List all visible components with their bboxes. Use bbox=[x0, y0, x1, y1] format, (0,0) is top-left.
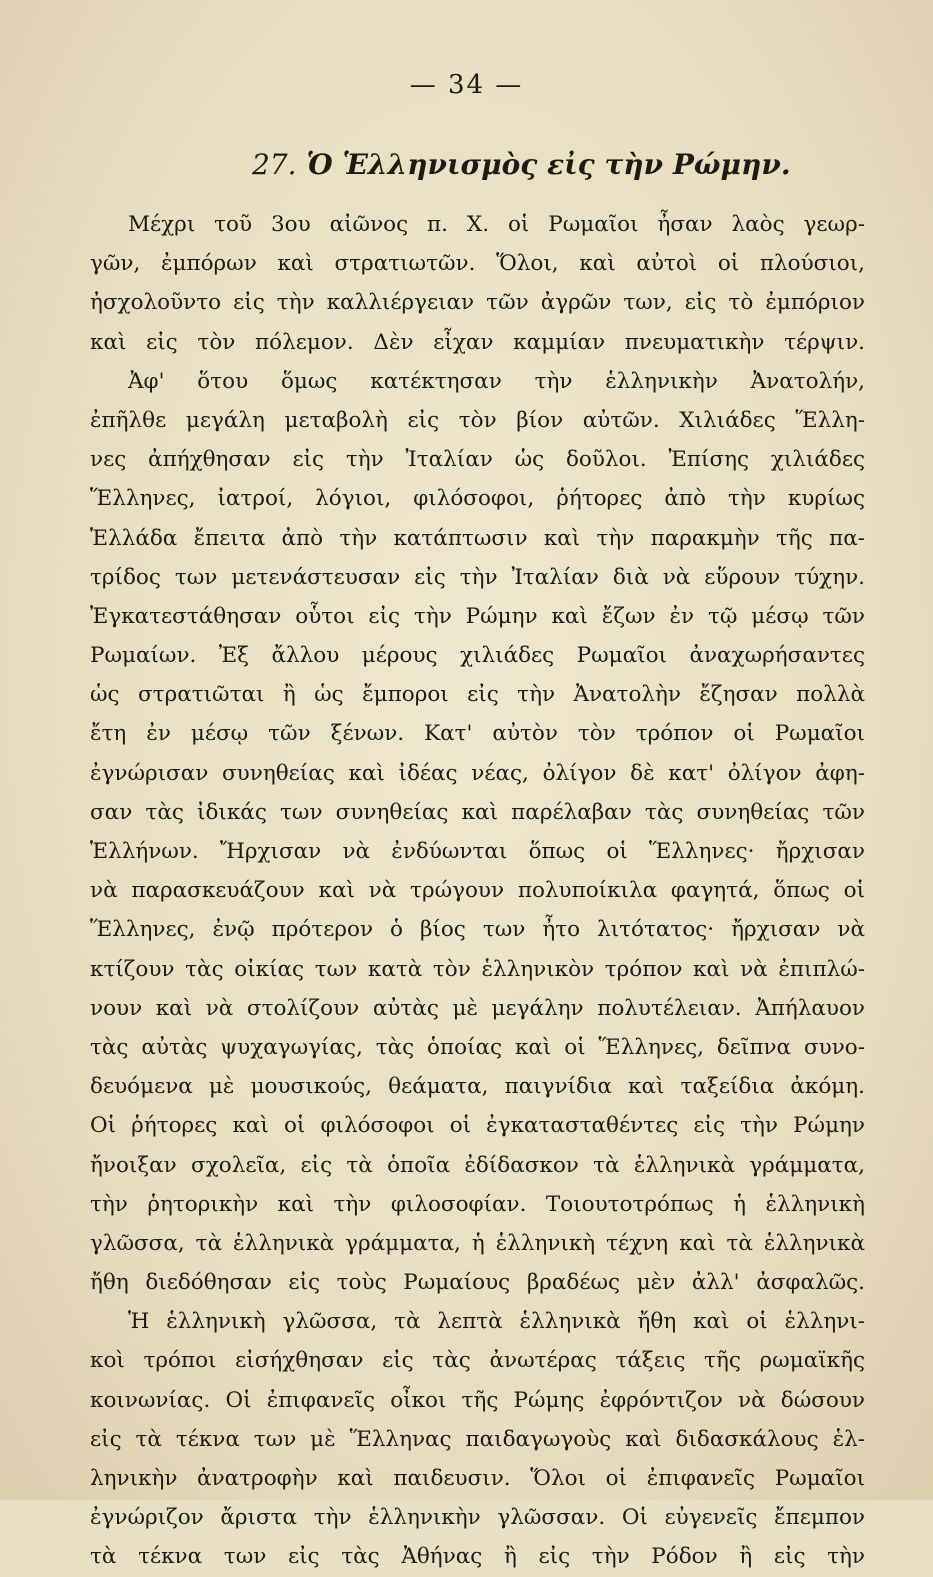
text-line: Ἑλλήνων. Ἤρχισαν νὰ ἐνδύωνται ὅπως οἱ Ἕλληνες· ἤρχισαν bbox=[90, 839, 865, 864]
body-text bbox=[90, 205, 865, 1570]
text-line: ὡς στρατιῶται ἢ ὡς ἔμποροι εἰς τὴν Ἀνατολὴν ἔζησαν πολλὰ bbox=[90, 682, 865, 708]
text-line: ἔτη ἐν μέσῳ τῶν ξένων. Κατ' αὐτὸν τὸν τρόπον οἱ Ρωμαῖοι bbox=[90, 721, 865, 747]
text-line: σαν τὰς ἰδικάς των συνηθείας καὶ παρέλαβαν τὰς συνηθείας τῶν bbox=[90, 799, 865, 825]
text-line: καὶ εἰς τὸν πόλεμον. Δὲν εἶχαν καμμίαν πνευματικὴν τέρψιν. bbox=[90, 329, 865, 355]
text-line: ἐπῆλθε μεγάλη μεταβολὴ εἰς τὸν βίον αὐτῶν. Χιλιάδες Ἕλλη- bbox=[90, 407, 865, 433]
text-line: ἐγνώριζον ἄριστα τὴν ἑλληνικὴν γλῶσσαν. Οἱ εὐγενεῖς ἔπεμπον bbox=[90, 1505, 865, 1531]
text-line: κοινωνίας. Οἱ ἐπιφανεῖς οἶκοι τῆς Ρώμης ἐφρόντιζον νὰ δώσουν bbox=[90, 1387, 865, 1413]
text-line: Ἕλληνες, ἰατροί, λόγιοι, φιλόσοφοι, ῥήτορες ἀπὸ τὴν κυρίως bbox=[90, 486, 865, 512]
text-line: εἰς τὰ τέκνα των μὲ Ἕλληνας παιδαγωγοὺς καὶ διδασκάλους ἑλ- bbox=[90, 1426, 865, 1452]
text-line: νες ἀπήχθησαν εἰς τὴν Ἰταλίαν ὡς δοῦλοι. Ἐπίσης χιλιάδες bbox=[90, 447, 865, 473]
text-line: Ἐγκατεστάθησαν οὗτοι εἰς τὴν Ρώμην καὶ ἔζων ἐν τῷ μέσῳ τῶν bbox=[90, 603, 865, 629]
text-line: κτίζουν τὰς οἰκίας των κατὰ τὸν ἑλληνικὸν τρόπον καὶ νὰ ἐπιπλώ- bbox=[90, 956, 865, 982]
chapter-title: Ὁ Ἑλληνισμὸς εἰς τὴν Ρώμην. bbox=[306, 148, 791, 181]
text-line: ἐγνώρισαν συνηθείας καὶ ἰδέας νέας, ὀλίγον δὲ κατ' ὀλίγον ἀφη- bbox=[90, 760, 865, 786]
text-line: ἤθη διεδόθησαν εἰς τοὺς Ρωμαίους βραδέως μὲν ἀλλ' ἀσφαλῶς. bbox=[90, 1270, 865, 1296]
text-line: Ἑλλάδα ἔπειτα ἀπὸ τὴν κατάπτωσιν καὶ τὴν παρακμὴν τῆς πα- bbox=[90, 525, 865, 551]
text-line: νὰ παρασκευάζουν καὶ νὰ τρώγουν πολυποίκιλα φαγητά, ὅπως οἱ bbox=[90, 878, 865, 904]
text-line: τὰ τέκνα των εἰς τὰς Ἀθήνας ἢ εἰς τὴν Ρόδον ἢ εἰς τὴν bbox=[90, 1544, 865, 1570]
text-line: Ἡ ἑλληνικὴ γλῶσσα, τὰ λεπτὰ ἑλληνικὰ ἤθη καὶ οἱ ἑλληνι- bbox=[128, 1309, 865, 1335]
text-line: γῶν, ἐμπόρων καὶ στρατιωτῶν. Ὅλοι, καὶ αὐτοὶ οἱ πλούσιοι, bbox=[90, 251, 865, 277]
text-line: τὰς αὐτὰς ψυχαγωγίας, τὰς ὁποίας καὶ οἱ Ἕλληνες, δεῖπνα συνο- bbox=[90, 1034, 865, 1060]
chapter-heading bbox=[252, 148, 812, 181]
text-line: τὴν ῥητορικὴν καὶ τὴν φιλοσοφίαν. Τοιουτοτρόπως ἡ ἑλληνικὴ bbox=[90, 1191, 865, 1217]
page-number: — 34 — bbox=[409, 70, 524, 100]
text-line: ἠσχολοῦντο εἰς τὴν καλλιέργειαν τῶν ἀγρῶν των, εἰς τὸ ἐμπόριον bbox=[90, 290, 865, 316]
text-line: Ἀφ' ὅτου ὅμως κατέκτησαν τὴν ἑλληνικὴν Ἀνατολήν, bbox=[128, 368, 865, 394]
text-line: κοὶ τρόποι εἰσήχθησαν εἰς τὰς ἀνωτέρας τάξεις τῆς ρωμαϊκῆς bbox=[90, 1348, 865, 1374]
text-line: Μέχρι τοῦ 3ου αἰῶνος π. Χ. οἱ Ρωμαῖοι ἦσαν λαὸς γεωρ- bbox=[128, 212, 865, 237]
text-line: Οἱ ῥήτορες καὶ οἱ φιλόσοφοι οἱ ἐγκατασταθέντες εἰς τὴν Ρώμην bbox=[90, 1113, 865, 1139]
chapter-number: 27. bbox=[252, 148, 297, 181]
text-line: νουν καὶ νὰ στολίζουν αὐτὰς μὲ μεγάλην πολυτέλειαν. Ἀπήλαυον bbox=[90, 995, 865, 1021]
text-line: ἤνοιξαν σχολεῖα, εἰς τὰ ὁποῖα ἐδίδασκον τὰ ἑλληνικὰ γράμματα, bbox=[90, 1152, 865, 1178]
text-line: ληνικὴν ἀνατροφὴν καὶ παιδευσιν. Ὅλοι οἱ ἐπιφανεῖς Ρωμαῖοι bbox=[90, 1466, 865, 1491]
text-line: Ἕλληνες, ἐνῷ πρότερον ὁ βίος των ἦτο λιτότατος· ἤρχισαν νὰ bbox=[90, 917, 865, 943]
text-line: Ρωμαίων. Ἐξ ἄλλου μέρους χιλιάδες Ρωμαῖοι ἀναχωρήσαντες bbox=[90, 643, 865, 669]
text-line: γλῶσσα, τὰ ἑλληνικὰ γράμματα, ἡ ἑλληνικὴ τέχνη καὶ τὰ ἑλληνικὰ bbox=[90, 1230, 865, 1256]
text-line: τρίδος των μετενάστευσαν εἰς τὴν Ἰταλίαν διὰ νὰ εὕρουν τύχην. bbox=[90, 564, 865, 590]
text-line: δευόμενα μὲ μουσικούς, θεάματα, παιγνίδια καὶ ταξείδια ἀκόμη. bbox=[90, 1074, 865, 1100]
